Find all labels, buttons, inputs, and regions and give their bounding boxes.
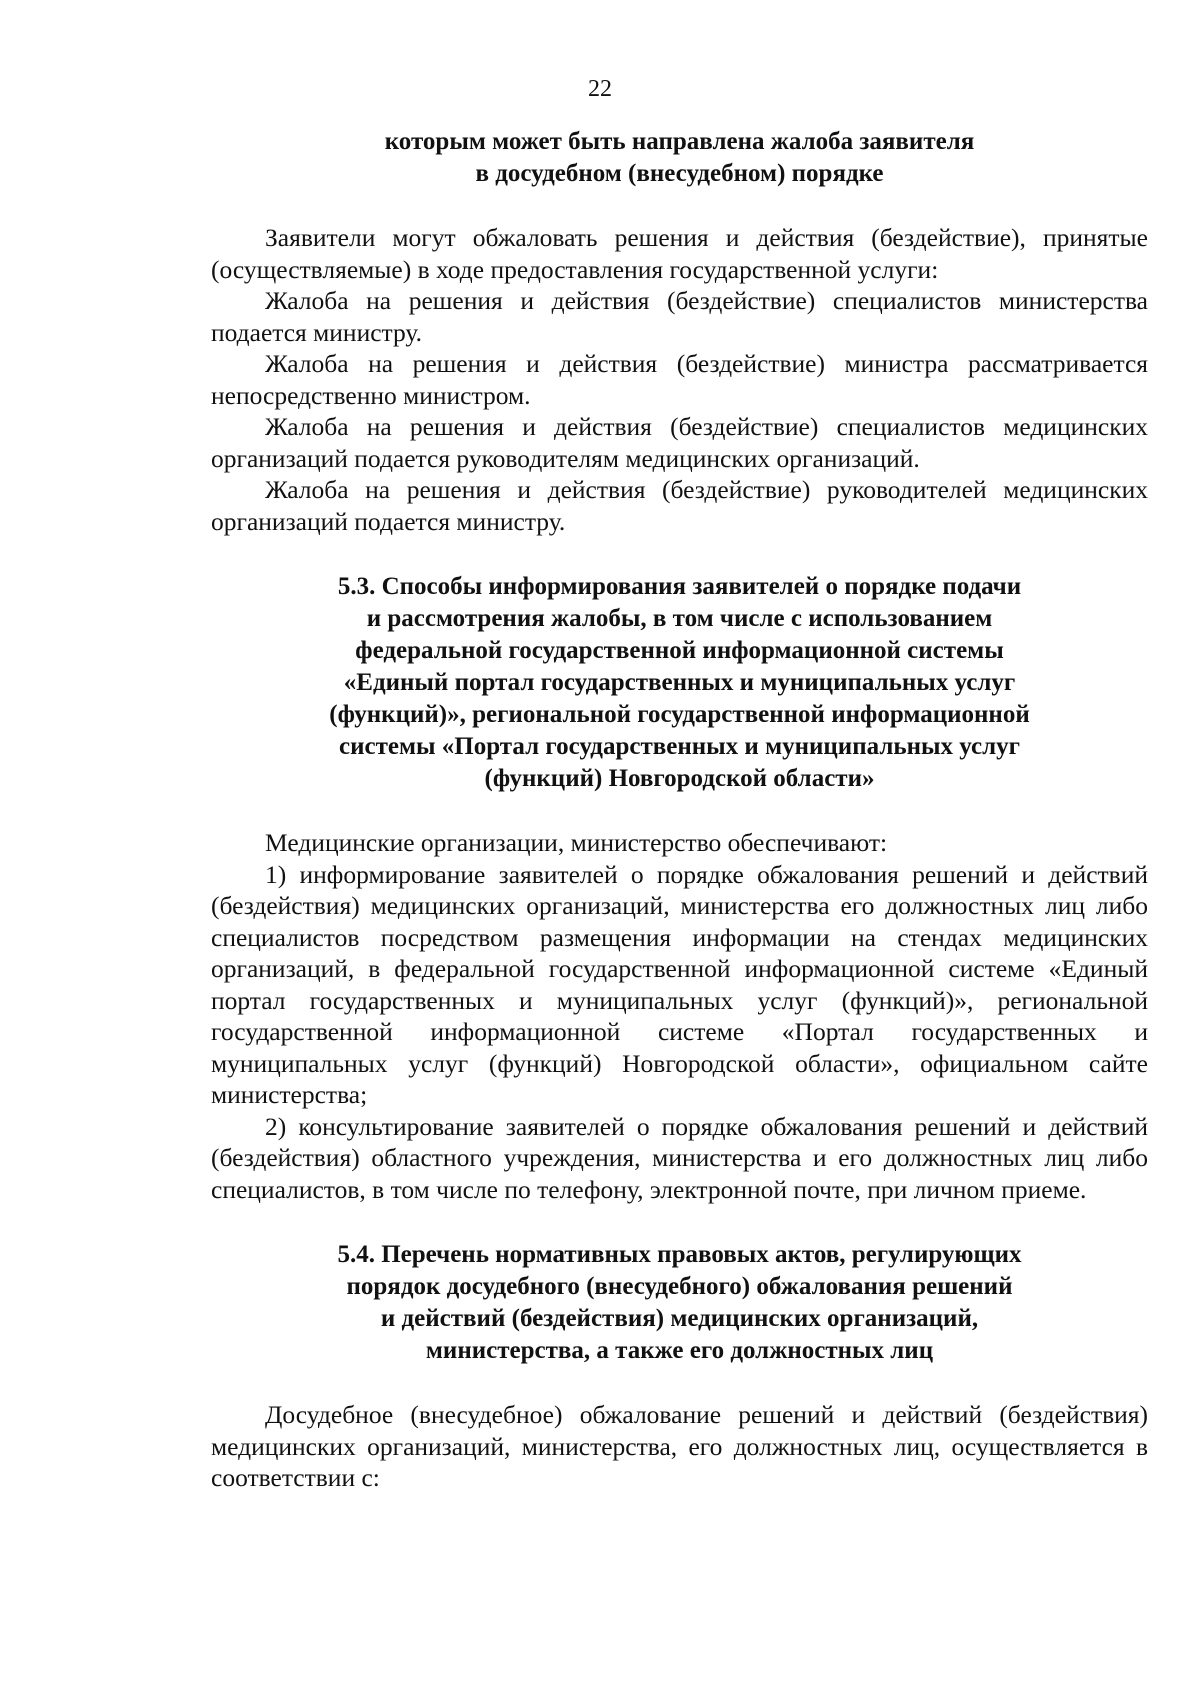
list-item-1: 1) информирование заявителей о порядке обжалования решений и действий (бездействия) медицинских организаций, министерства его должностных лиц либо специалистов посредством размещения информации на стендах медицинских организаций, в федеральной государственной информационной системе «Единый портал государственных и муниципальных услуг (функций)», региональной государственной информационной системе «Портал государственных и муниципальных услуг (функций) Новгородской области», официальном сайте министерства; (211, 859, 1148, 1109)
heading-line: (функций)», региональной государственной информационной (329, 701, 1030, 728)
paragraph: Жалоба на решения и действия (бездействие) министра рассматривается непосредственно министром. (211, 349, 1148, 410)
heading-line: системы «Портал государственных и муниципальных услуг (339, 733, 1020, 760)
paragraph: Досудебное (внесудебное) обжалование решений и действий (бездействия) медицинских организаций, министерства, его должностных лиц, осуществляется в соответствии с: (211, 1400, 1148, 1492)
heading-line: порядок досудебного (внесудебного) обжалования решений (346, 1273, 1013, 1300)
list-item-2: 2) консультирование заявителей о порядке обжалования решений и действий (бездействия) областного учреждения, министерства и его должностных лиц либо специалистов, в том числе по телефону, электронной почте, при личном приеме. (211, 1111, 1148, 1204)
paragraph: Жалоба на решения и действия (бездействие) специалистов министерства подается министру. (211, 286, 1148, 347)
heading-line: 5.3. Способы информирования заявителей о порядке подачи (337, 573, 1022, 600)
paragraph-group-regulations (211, 1399, 1148, 1494)
heading-line: которым может быть направлена жалоба заявителя (384, 128, 975, 155)
section-heading-5-4 (211, 1239, 1148, 1367)
heading-line: федеральной государственной информационной системы (355, 637, 1004, 664)
paragraph-group-complaints (211, 222, 1148, 537)
heading-line: 5.4. Перечень нормативных правовых актов, регулирующих (337, 1241, 1022, 1268)
section-heading-complaint-recipients (211, 126, 1148, 190)
section-heading-5-3 (211, 571, 1148, 795)
heading-line: и рассмотрения жалобы, в том числе с использованием (366, 605, 993, 632)
paragraph: Жалоба на решения и действия (бездействие) специалистов медицинских организаций подается руководителям медицинских организаций. (211, 412, 1148, 473)
paragraph: Медицинские организации, министерство обеспечивают: (265, 828, 888, 857)
paragraph: Жалоба на решения и действия (бездействие) руководителей медицинских организаций подается министру. (211, 475, 1148, 536)
paragraph: Заявители могут обжаловать решения и действия (бездействие), принятые (осуществляемые) в ходе предоставления государственной услуги: (211, 223, 1148, 284)
document-body (211, 126, 1148, 1494)
heading-line: (функций) Новгородской области» (484, 765, 875, 792)
heading-line: «Единый портал государственных и муниципальных услуг (343, 669, 1016, 696)
page-number: 22 (588, 76, 612, 102)
heading-line: в досудебном (внесудебном) порядке (475, 160, 884, 187)
heading-line: министерства, а также его должностных лиц (425, 1337, 934, 1364)
paragraph-group-informing (211, 827, 1148, 1205)
heading-line: и действий (бездействия) медицинских организаций, (380, 1305, 979, 1332)
